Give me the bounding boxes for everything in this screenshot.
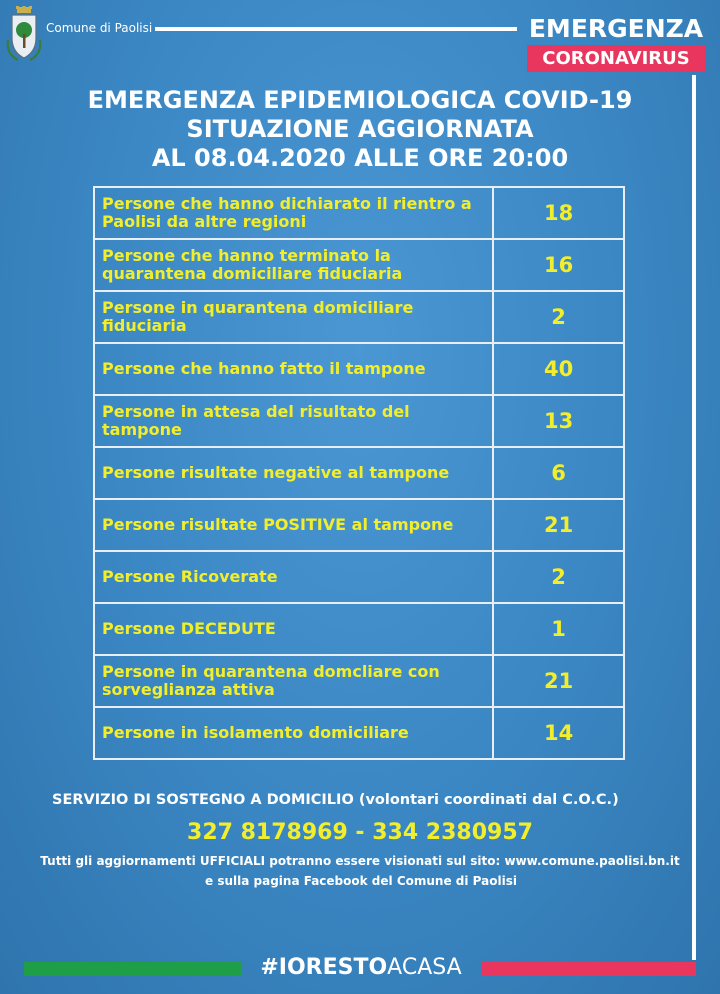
table-row: [94, 603, 624, 655]
badge-coronavirus: CORONAVIRUS: [527, 45, 705, 72]
table-row: [94, 343, 624, 395]
frame-line-top: [155, 27, 517, 31]
row-label: Persone in isolamento domiciliare: [94, 707, 493, 759]
hashtag-iorestoacasa: [241, 953, 481, 983]
hashtag-rest: ACASA: [387, 955, 462, 980]
row-value: 16: [493, 239, 624, 291]
table-row: [94, 655, 624, 707]
flag-stripe-green: [24, 962, 241, 976]
service-heading: SERVIZIO DI SOSTEGNO A DOMICILIO (volontari coordinati dal C.O.C.): [52, 792, 619, 808]
flag-stripe-red: [481, 962, 696, 976]
hashtag-bold: #IORESTO: [260, 955, 388, 980]
table-row: [94, 395, 624, 447]
row-label: Persone risultate negative al tampone: [94, 447, 493, 499]
row-value: 6: [493, 447, 624, 499]
title-line-3: AL 08.04.2020 ALLE ORE 20:00: [151, 144, 569, 172]
emergency-badge: [527, 12, 705, 74]
badge-emergenza: EMERGENZA: [528, 14, 704, 43]
website-info: Tutti gli aggiornamenti UFFICIALI potranno essere visionati sul sito: www.comune.paolisi.bn.it: [40, 854, 680, 868]
table-row: [94, 239, 624, 291]
row-label: Persone DECEDUTE: [94, 603, 493, 655]
table-row: [94, 551, 624, 603]
row-value: 40: [493, 343, 624, 395]
row-label: Persone in quarantena domcliare con sorveglianza attiva: [94, 655, 493, 707]
row-value: 21: [493, 499, 624, 551]
facebook-info: e sulla pagina Facebook del Comune di Paolisi: [205, 874, 517, 888]
comune-name: Comune di Paolisi: [46, 21, 153, 35]
table-row: [94, 291, 624, 343]
stats-table: [93, 186, 625, 760]
row-label: Persone che hanno terminato la quarantena domiciliare fiduciaria: [94, 239, 493, 291]
row-value: 13: [493, 395, 624, 447]
coat-of-arms-logo: [4, 6, 44, 64]
row-value: 21: [493, 655, 624, 707]
row-value: 2: [493, 291, 624, 343]
table-row: [94, 187, 624, 239]
row-label: Persone Ricoverate: [94, 551, 493, 603]
row-label: Persone che hanno fatto il tampone: [94, 343, 493, 395]
title-line-2: SITUAZIONE AGGIORNATA: [186, 115, 534, 143]
row-label: Persone che hanno dichiarato il rientro a Paolisi da altre regioni: [94, 187, 493, 239]
row-value: 2: [493, 551, 624, 603]
row-label: Persone in quarantena domiciliare fiduciaria: [94, 291, 493, 343]
table-row: [94, 499, 624, 551]
row-value: 18: [493, 187, 624, 239]
title-line-1: EMERGENZA EPIDEMIOLOGICA COVID-19: [87, 86, 633, 114]
phone-numbers: 327 8178969 - 334 2380957: [187, 820, 533, 845]
row-label: Persone in attesa del risultato del tampone: [94, 395, 493, 447]
row-value: 14: [493, 707, 624, 759]
table-row: [94, 447, 624, 499]
row-value: 1: [493, 603, 624, 655]
table-row: [94, 707, 624, 759]
row-label: Persone risultate POSITIVE al tampone: [94, 499, 493, 551]
